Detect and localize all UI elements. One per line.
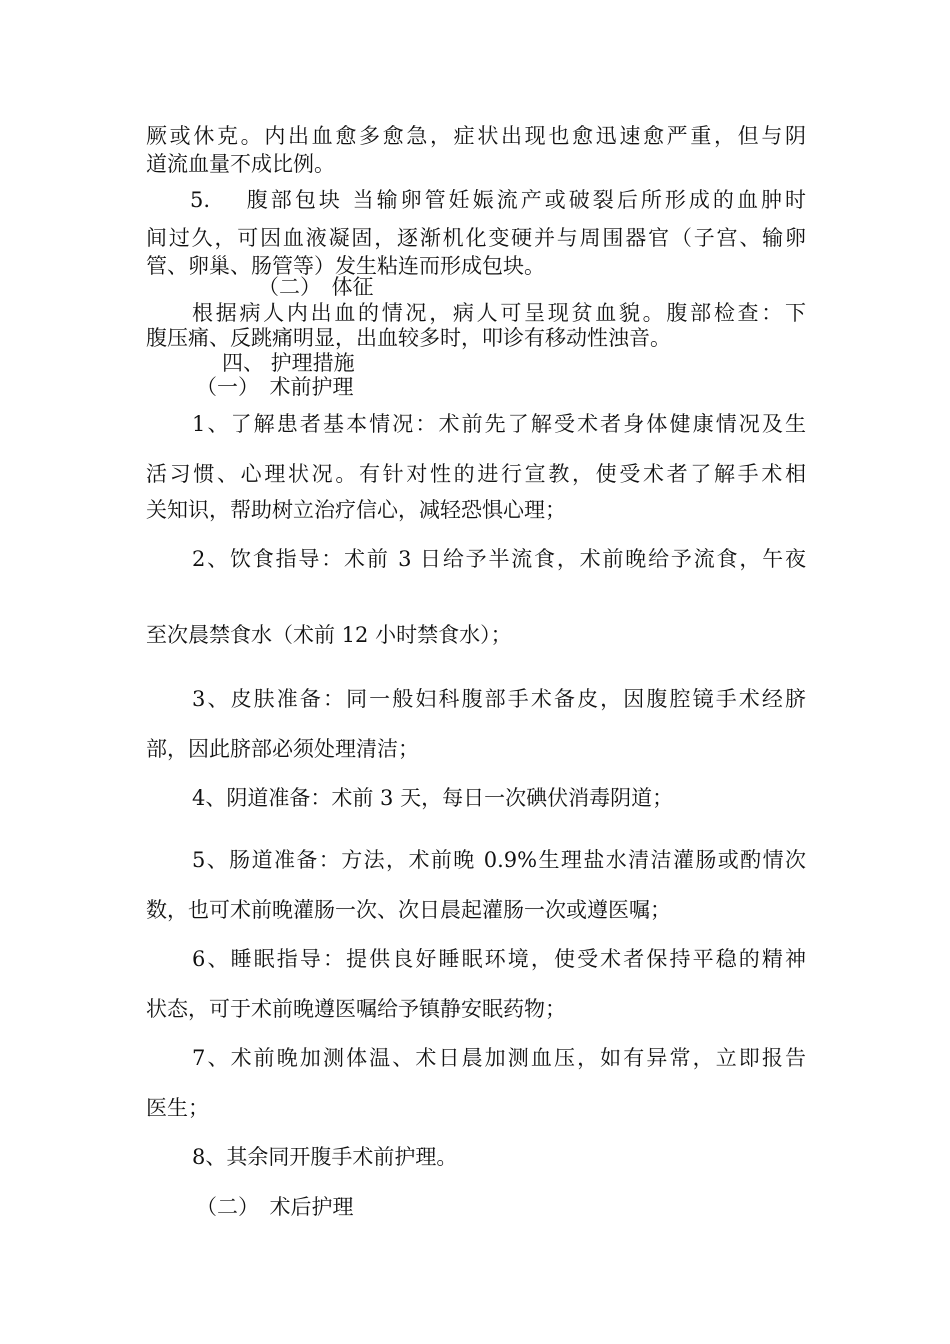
body-text-line: 管、卵巢、肠管等）发生粘连而形成包块。 <box>146 254 545 278</box>
body-text-line: 腹压痛、反跳痛明显，出血较多时，叩诊有移动性浊音。 <box>146 326 671 350</box>
body-text-line: 活习惯、心理状况。有针对性的进行宣教，使受术者了解手术相 <box>146 462 806 486</box>
body-text-line: 医生； <box>146 1096 209 1120</box>
body-text-line: 关知识，帮助树立治疗信心，减轻恐惧心理； <box>146 498 566 522</box>
list-item-other: 8、其余同开腹手术前护理。 <box>192 1145 458 1169</box>
list-item-bowel-prep: 5、肠道准备：方法，术前晚 0.9%生理盐水清洁灌肠或酌情次 <box>192 848 806 872</box>
list-item-basic-info: 1、了解患者基本情况：术前先了解受术者身体健康情况及生 <box>192 412 806 436</box>
body-text-line: 道流血量不成比例。 <box>146 152 335 176</box>
body-text-line: 部，因此脐部必须处理清洁； <box>146 737 419 761</box>
body-text-line: 状态，可于术前晚遵医嘱给予镇静安眠药物； <box>146 997 566 1021</box>
list-item-skin-prep: 3、皮肤准备：同一般妇科腹部手术备皮，因腹腔镜手术经脐 <box>192 687 806 711</box>
section-heading-nursing-measures: 四、 护理措施 <box>222 351 355 375</box>
body-text-line: 间过久，可因血液凝固，逐渐机化变硬并与周围器官（子宫、输卵 <box>146 226 806 250</box>
section-heading-preoperative-care: （一） 术前护理 <box>196 375 354 399</box>
list-item-vitals: 7、术前晚加测体温、术日晨加测血压，如有异常，立即报告 <box>192 1046 806 1070</box>
section-heading-postoperative-care: （二） 术后护理 <box>196 1195 354 1219</box>
list-item-sleep: 6、睡眠指导：提供良好睡眠环境，使受术者保持平稳的精神 <box>192 947 806 971</box>
body-text-line: 数，也可术前晚灌肠一次、次日晨起灌肠一次或遵医嘱； <box>146 898 671 922</box>
list-item-vaginal-prep: 4、阴道准备：术前 3 天，每日一次碘伏消毒阴道； <box>192 786 674 810</box>
section-heading-signs: （二） 体征 <box>258 275 374 299</box>
body-text-line: 根据病人内出血的情况，病人可呈现贫血貌。腹部检查：下 <box>192 301 806 325</box>
body-text-line: 至次晨禁食水（术前 12 小时禁食水）； <box>146 623 512 647</box>
list-item-diet: 2、饮食指导：术前 3 日给予半流食，术前晚给予流食，午夜 <box>192 547 806 571</box>
body-text-line: 厥或休克。内出血愈多愈急，症状出现也愈迅速愈严重，但与阴 <box>146 124 806 148</box>
list-item-abdominal-mass: 5. 腹部包块 当输卵管妊娠流产或破裂后所形成的血肿时 <box>190 188 806 212</box>
